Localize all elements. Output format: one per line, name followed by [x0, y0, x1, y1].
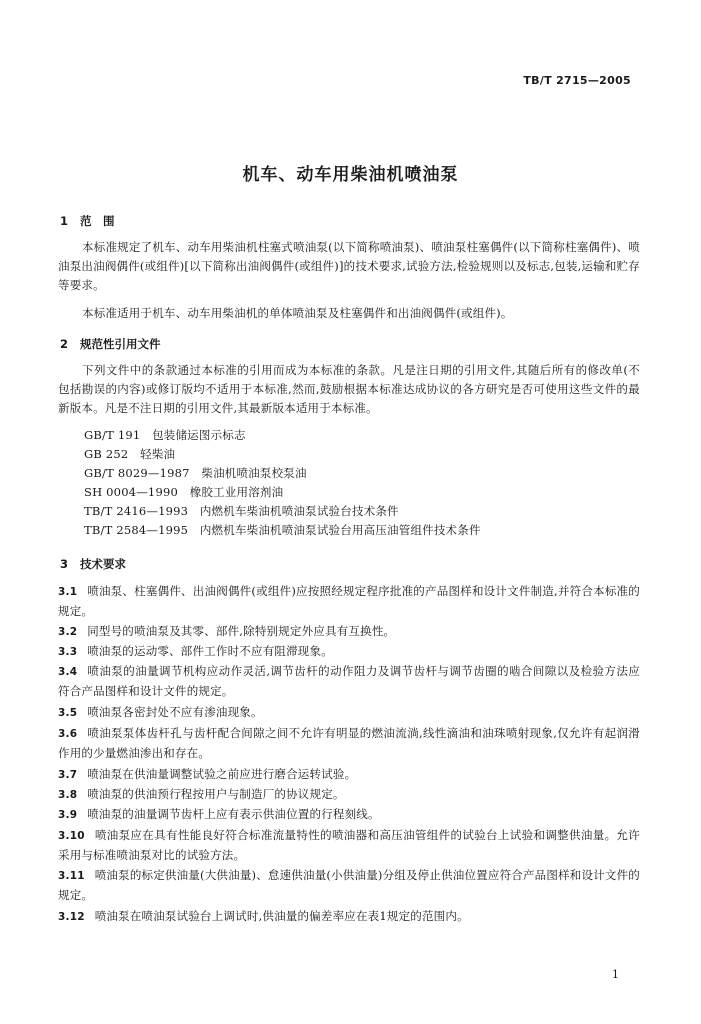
clause-text: 喷油泵泵体齿杆孔与齿杆配合间隙之间不允许有明显的燃油流淌,线性滴油和油珠喷射现象,仅允许有起润滑作用的少量燃油渗出和存在。 — [58, 726, 640, 760]
clause-3-4 — [58, 662, 640, 701]
clause-number: 3.12 — [58, 911, 85, 923]
clause-3-11 — [58, 866, 640, 905]
section-2-heading — [60, 336, 161, 352]
clause-number: 3.5 — [58, 707, 78, 719]
clause-text: 喷油泵的油量调节机构应动作灵活,调节齿杆的动作阻力及调节齿杆与调节齿圈的啮合间隙以及检验方法应符合产品图样和设计文件的规定。 — [58, 664, 640, 698]
clause-3-1 — [58, 582, 640, 621]
clause-3-7 — [58, 765, 640, 785]
clause-3-2 — [58, 622, 640, 642]
clause-3-9 — [58, 805, 640, 825]
clause-text: 喷油泵各密封处不应有渗油现象。 — [87, 705, 263, 719]
clause-number: 3.1 — [58, 586, 78, 598]
clause-text: 喷油泵在喷油泵试验台上调试时,供油量的偏差率应在表1规定的范围内。 — [94, 909, 469, 923]
normative-paragraph: 下列文件中的条款通过本标准的引用而成为本标准的条款。凡是注日期的引用文件,其随后所有的修改单(不包括勘误的内容)或修订版均不适用于本标准,然而,鼓励根据本标准达成协议的各方研究是否可使用这些文件的最新版本。凡是不注日期的引用文件,其最新版本适用于本标准。 — [58, 363, 640, 415]
reference-item: TB/T 2416—1993 内燃机车柴油机喷油泵试验台技术条件 — [84, 504, 399, 518]
clause-text: 喷油泵的油量调节齿杆上应有表示供油位置的行程刻线。 — [87, 807, 380, 821]
clause-text: 喷油泵应在具有性能良好符合标准流量特性的喷油器和高压油管组件的试验台上试验和调整供油量。允许采用与标准喷油泵对比的试验方法。 — [58, 828, 640, 862]
clause-number: 3.2 — [58, 626, 78, 638]
clause-text: 同型号的喷油泵及其零、部件,除特别规定外应具有互换性。 — [87, 624, 396, 638]
clause-3-3 — [58, 642, 640, 662]
clause-text: 喷油泵的供油预行程按用户与制造厂的协议规定。 — [87, 787, 345, 801]
clause-text: 喷油泵、柱塞偶件、出油阀偶件(或组件)应按照经规定程序批准的产品图样和设计文件制造,并符合本标准的规定。 — [58, 584, 640, 618]
clause-number: 3.4 — [58, 666, 78, 678]
section-number: 3 — [60, 557, 69, 571]
clause-3-10 — [58, 826, 640, 865]
standard-code: TB/T 2715—2005 — [523, 74, 631, 87]
clause-number: 3.7 — [58, 769, 78, 781]
reference-item: GB/T 8029—1987 柴油机喷油泵校泵油 — [84, 466, 307, 480]
scope-paragraph-1: 本标准规定了机车、动车用柴油机柱塞式喷油泵(以下简称喷油泵)、喷油泵柱塞偶件(以下简称柱塞偶件)、喷油泵出油阀偶件(或组件)[以下简称出油阀偶件(或组件)]的技术要求,试验方法,检验规则以及标志,包装,运输和贮存等要求。 — [58, 240, 640, 292]
clause-3-12 — [58, 907, 640, 927]
section-title: 规范性引用文件 — [80, 337, 161, 351]
section-3-heading — [60, 556, 126, 572]
scope-paragraph-2: 本标准适用于机车、动车用柴油机的单体喷油泵及柱塞偶件和出油阀偶件(或组件)。 — [82, 306, 513, 320]
clause-number: 3.6 — [58, 728, 78, 740]
section-number: 2 — [60, 337, 69, 351]
clause-3-5 — [58, 703, 640, 723]
clause-3-8 — [58, 785, 640, 805]
clause-number: 3.3 — [58, 646, 78, 658]
section-1-heading — [60, 213, 115, 229]
reference-item: GB/T 191 包装储运图示标志 — [84, 428, 246, 442]
section-title: 技术要求 — [80, 557, 126, 571]
clause-3-6 — [58, 724, 640, 763]
reference-item: GB 252 轻柴油 — [84, 447, 176, 461]
clause-number: 3.10 — [58, 830, 85, 842]
section-number: 1 — [60, 214, 69, 228]
clause-number: 3.11 — [58, 870, 85, 882]
clause-text: 喷油泵的运动零、部件工作时不应有阻滞现象。 — [87, 644, 333, 658]
section-title: 范 围 — [80, 214, 115, 228]
reference-item: SH 0004—1990 橡胶工业用溶剂油 — [84, 485, 284, 499]
page-number: 1 — [612, 968, 619, 981]
clause-number: 3.9 — [58, 809, 78, 821]
document-title: 机车、动车用柴油机喷油泵 — [242, 165, 459, 185]
clause-number: 3.8 — [58, 789, 78, 801]
reference-item: TB/T 2584—1995 内燃机车柴油机喷油泵试验台用高压油管组件技术条件 — [84, 523, 481, 537]
clause-text: 喷油泵在供油量调整试验之前应进行磨合运转试验。 — [87, 767, 357, 781]
clause-text: 喷油泵的标定供油量(大供油量)、怠速供油量(小供油量)分组及停止供油位置应符合产品图样和设计文件的规定。 — [58, 868, 640, 902]
